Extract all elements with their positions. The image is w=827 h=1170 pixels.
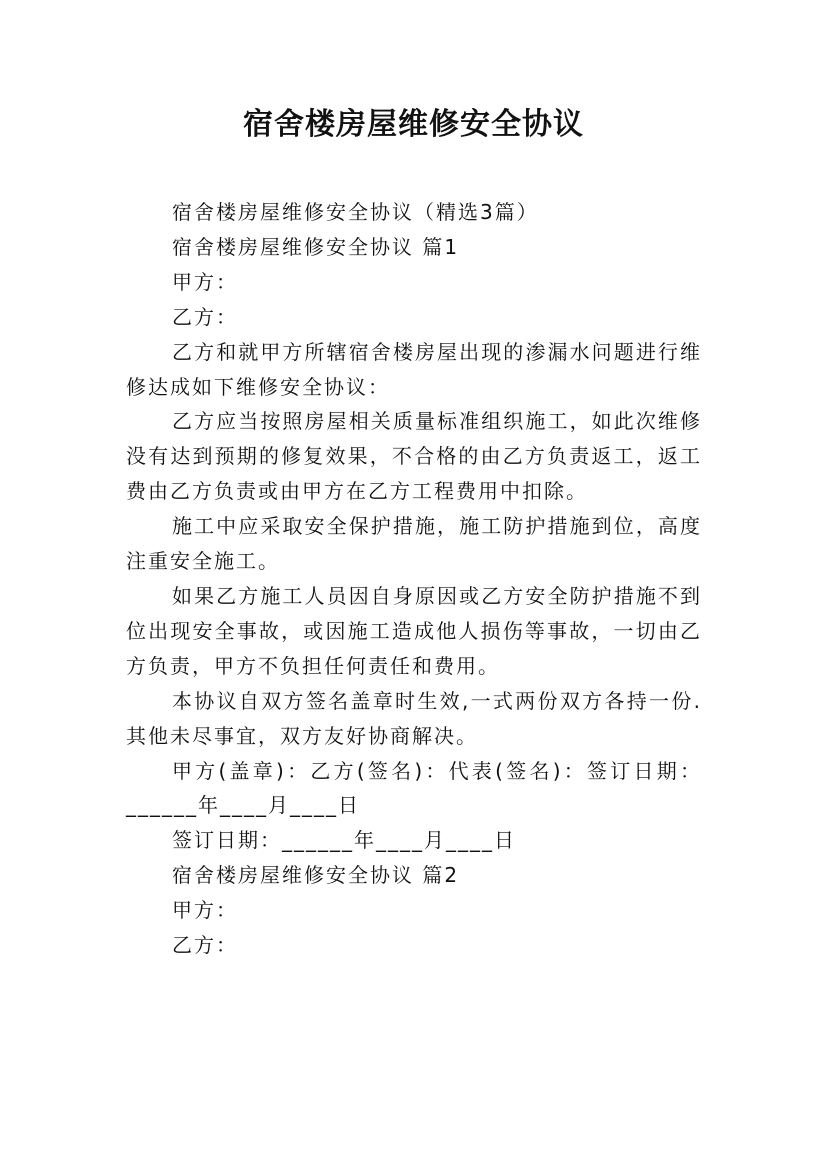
- liability-paragraph: 如果乙方施工人员因自身原因或乙方安全防护措施不到位出现安全事故，或因施工造成他人损伤等事故，一切由乙方负责，甲方不负担任何责任和费用。: [126, 583, 702, 678]
- party-b-label: 乙方：: [172, 933, 238, 958]
- effective-clause-paragraph: 本协议自双方签名盖章时生效,一式两份双方各持一份.其他未尽事宜，双方友好协商解决。: [126, 688, 702, 748]
- signing-date-line: 签订日期：______年____月____日: [172, 828, 516, 853]
- document-body: [126, 195, 702, 963]
- party-b-label: 乙方：: [172, 304, 238, 329]
- collection-heading: 宿舍楼房屋维修安全协议（精选3篇）: [172, 200, 539, 224]
- party-a-label: 甲方：: [172, 269, 238, 294]
- section-heading-2: 宿舍楼房屋维修安全协议 篇2: [172, 863, 460, 888]
- signature-line: 甲方(盖章)：乙方(签名)：代表(签名)：签订日期：______年____月____日: [126, 758, 702, 818]
- agreement-intro-paragraph: 乙方和就甲方所辖宿舍楼房屋出现的渗漏水问题进行维修达成如下维修安全协议：: [126, 339, 702, 399]
- document-title: 宿舍楼房屋维修安全协议: [243, 107, 584, 142]
- quality-clause-paragraph: 乙方应当按照房屋相关质量标准组织施工，如此次维修没有达到预期的修复效果，不合格的由乙方负责返工，返工费由乙方负责或由甲方在乙方工程费用中扣除。: [126, 409, 702, 504]
- safety-measures-paragraph: 施工中应采取安全保护措施，施工防护措施到位，高度注重安全施工。: [126, 514, 702, 574]
- section-heading-1: 宿舍楼房屋维修安全协议 篇1: [172, 234, 460, 259]
- party-a-label: 甲方：: [172, 898, 238, 923]
